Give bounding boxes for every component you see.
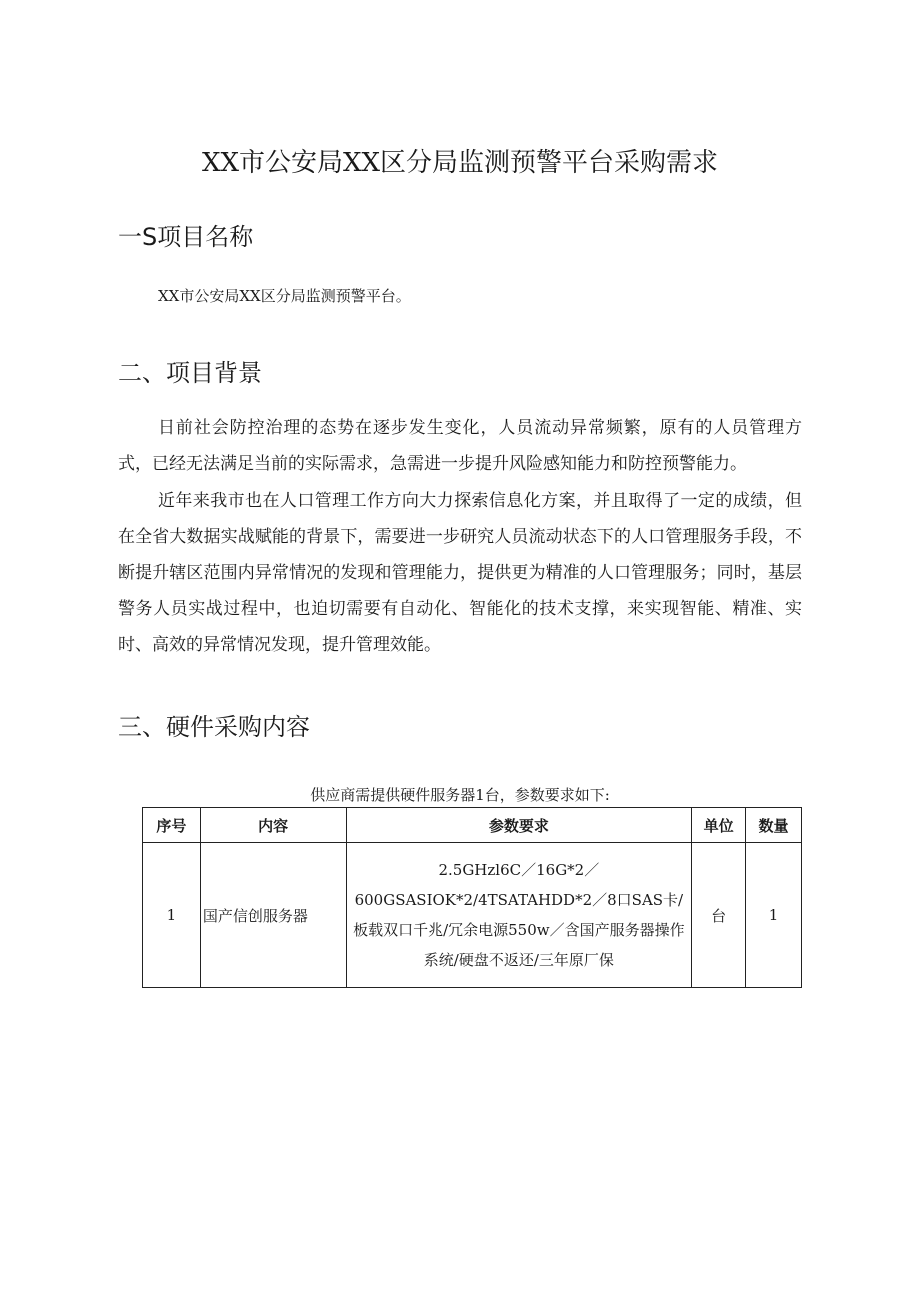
cell-content: 国产信创服务器 [200,843,346,988]
cell-qty: 1 [746,843,802,988]
background-paragraph-2: 近年来我市也在人口管理工作方向大力探索信息化方案，并且取得了一定的成绩，但在全省大数据实战赋能的背景下，需要进一步研究人员流动状态下的人口管理服务手段，不断提升辖区范围内异常情况的发现和管理能力，提供更为精准的人口管理服务；同时，基层警务人员实战过程中，也迫切需要有自动化、智能化的技术支撑，来实现智能、精准、实时、高效的异常情况发现，提升管理效能。 [118,491,802,655]
section-heading-background: 二、项目背景 [118,359,262,387]
page-title: XX市公安局XX区分局监测预警平台采购需求 [201,148,719,178]
cell-no: 1 [143,843,201,988]
background-paragraph-1: 日前社会防控治理的态势在逐步发生变化，人员流动异常频繁，原有的人员管理方式，已经无法满足当前的实际需求，急需进一步提升风险感知能力和防控预警能力。 [118,418,802,474]
header-unit: 单位 [692,808,746,843]
header-content: 内容 [200,808,346,843]
cell-unit: 台 [692,843,746,988]
section-heading-hardware: 三、硬件采购内容 [118,713,310,741]
table-row [143,843,802,988]
table-caption: 供应商需提供硬件服务器1台，参数要求如下: [310,786,610,804]
cell-spec: 2.5GHzl6C／16G*2／600GSASIOK*2/4TSATAHDD*2／8口SAS卡/板载双口千兆/冗余电源550w／含国产服务器操作系统/硬盘不返还/三年原厂保 [346,843,692,988]
hardware-table [142,807,802,988]
table-header-row [143,808,802,843]
project-name-text: XX市公安局XX区分局监测预警平台。 [158,287,411,305]
header-spec: 参数要求 [346,808,692,843]
section-heading-project-name: 一S项目名称 [118,223,254,251]
header-no: 序号 [143,808,201,843]
header-qty: 数量 [746,808,802,843]
